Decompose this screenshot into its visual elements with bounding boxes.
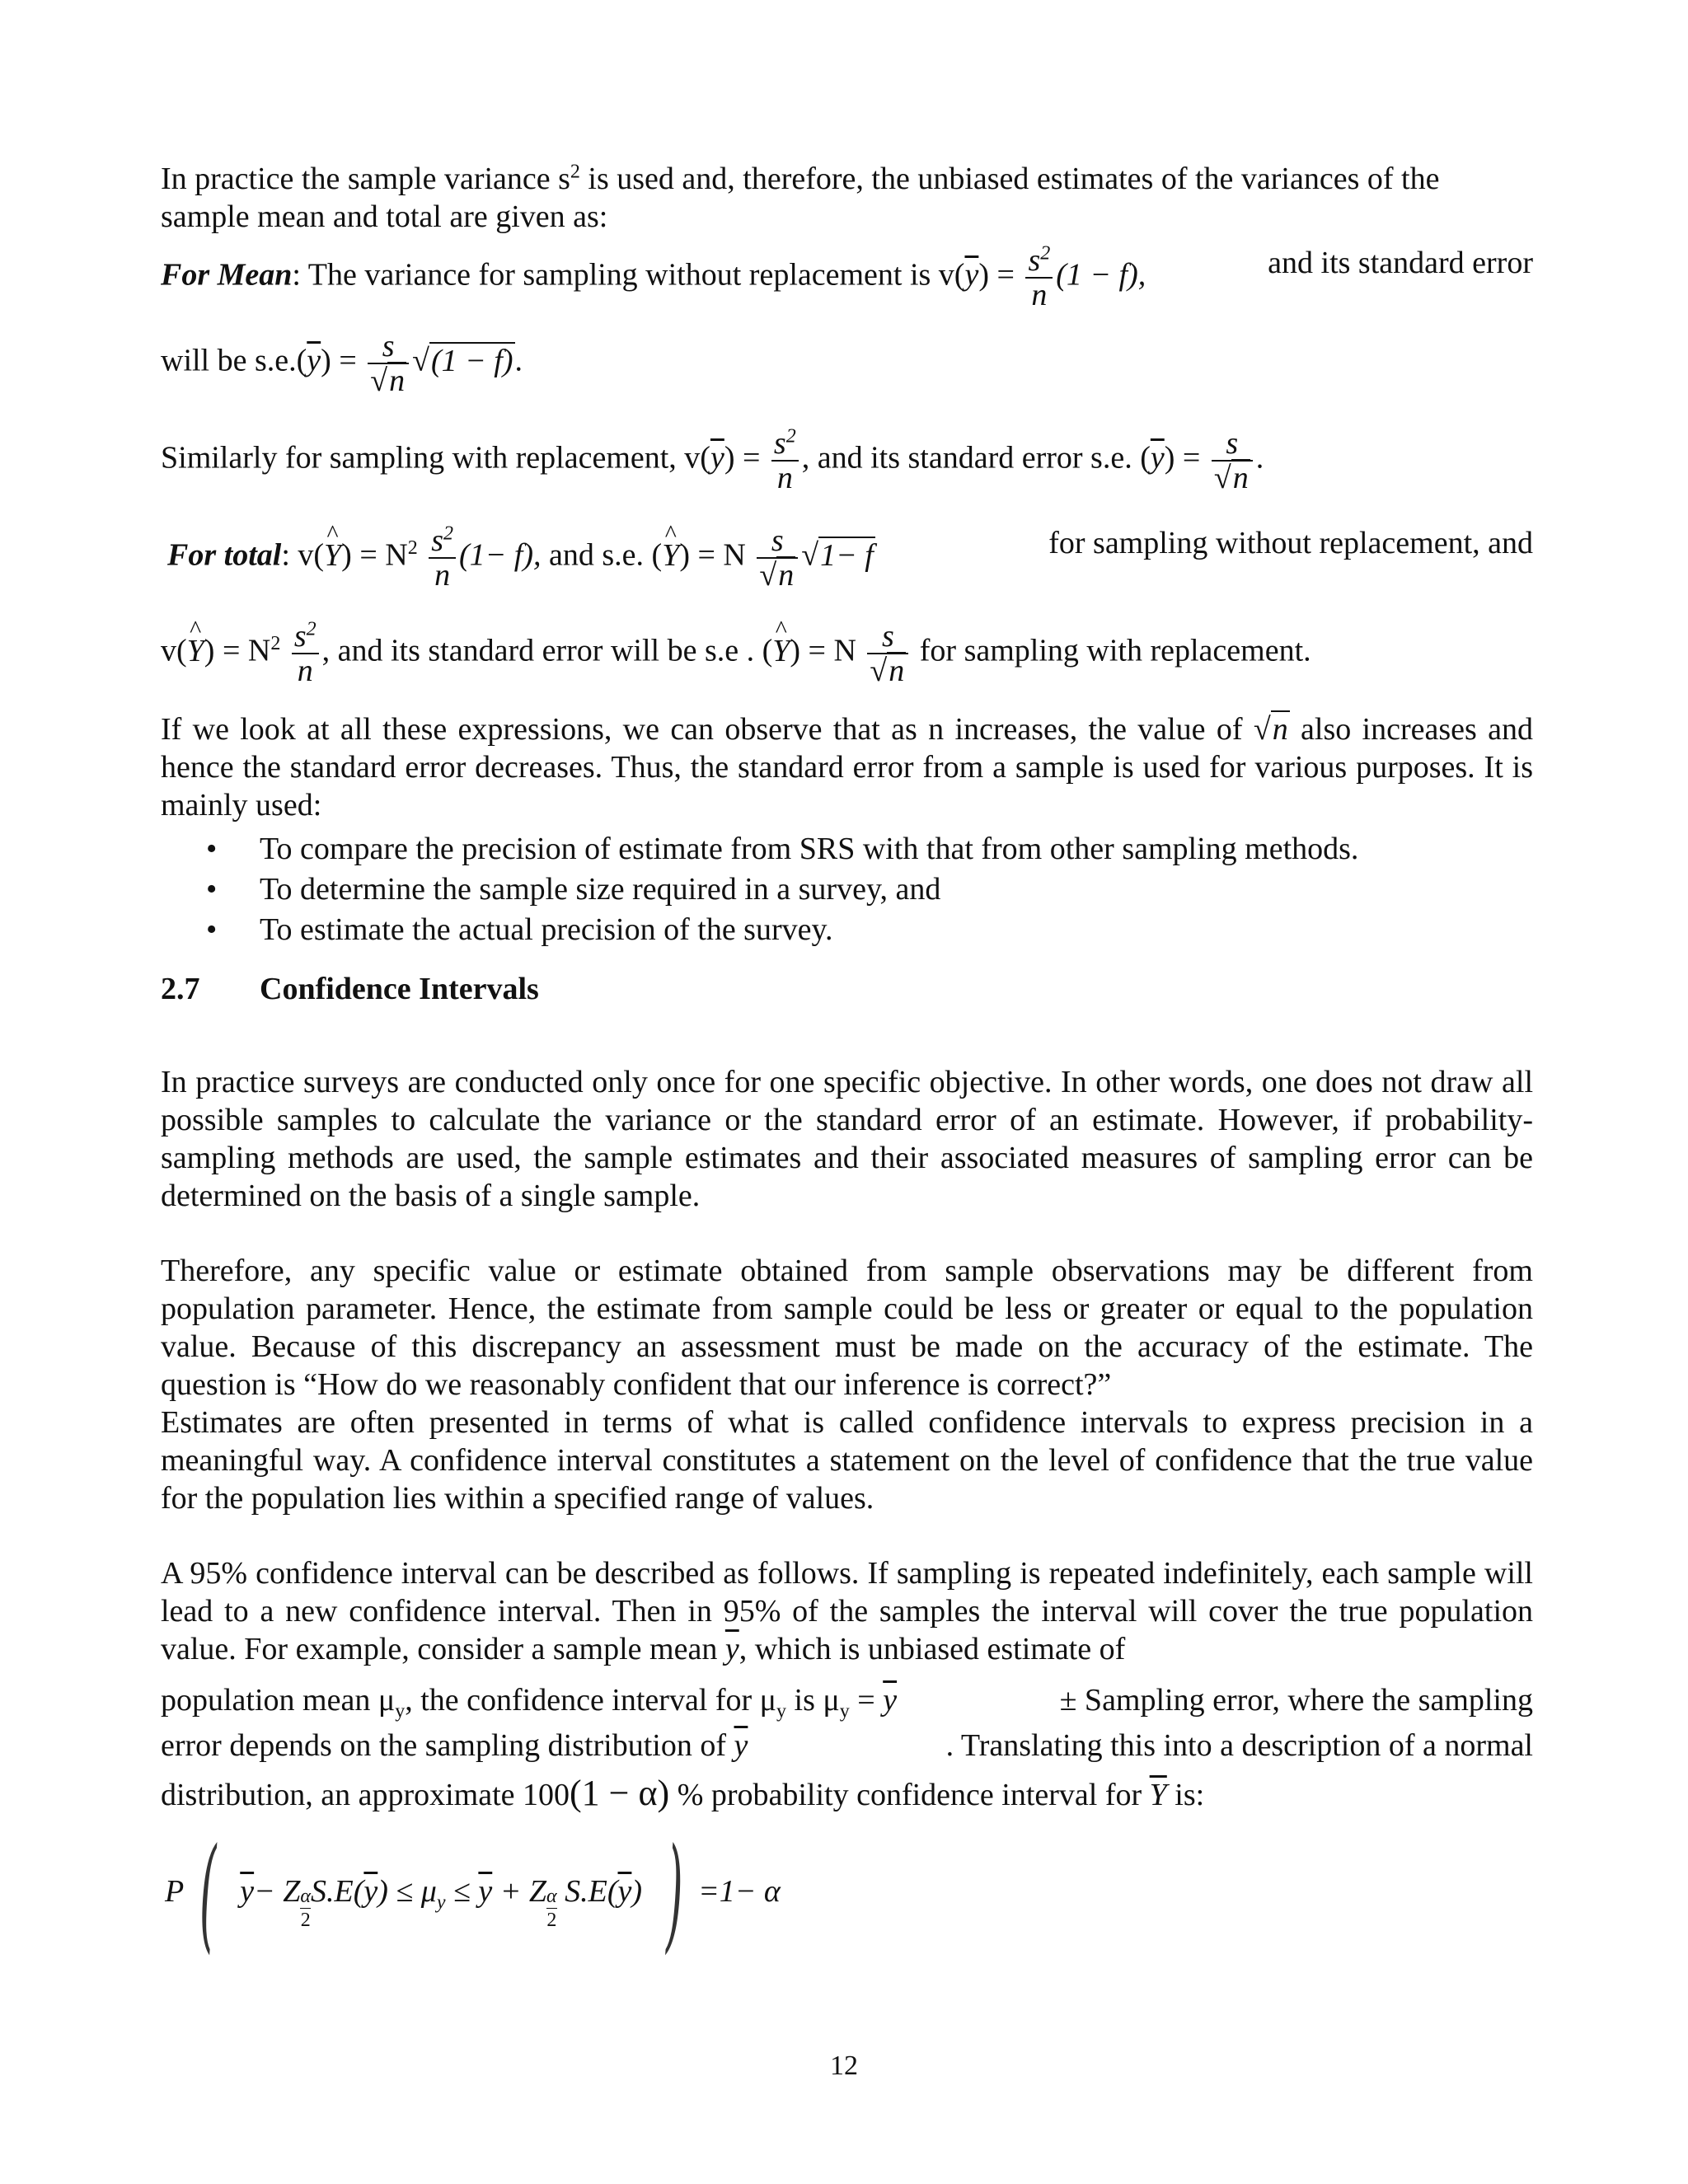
fraction-s-over-sqrt-n — [867, 620, 908, 687]
superscript: 2 — [270, 633, 281, 655]
list-item: • To compare the precision of estimate from SRS with that from other sampling methods. — [206, 829, 1358, 869]
section-heading — [161, 971, 539, 1007]
finite-factor: (1− f), — [459, 537, 542, 573]
paragraph-confidence-intro: Estimates are often presented in terms of what is called confidence intervals to express precision in a meaningful way. A confidence interval constitutes a statement on the level of confidence that the true value for the population lies within a specified range of values. — [161, 1405, 1533, 1516]
y-bar: $\overline{y}$ — [617, 1874, 632, 1909]
total-text: ) = N — [790, 633, 856, 668]
mean-line — [161, 244, 1533, 312]
sqrt-n: √n — [1213, 461, 1249, 495]
sqrt-n: √n — [370, 363, 406, 398]
fraction-s-over-sqrt-n — [1212, 427, 1253, 494]
superscript: 2 — [785, 425, 796, 448]
period: . — [1255, 440, 1264, 476]
formula-z: − Z — [254, 1874, 301, 1909]
formula-se: S.E( — [311, 1874, 364, 1909]
para-text: error depends on the sampling distribution of — [161, 1728, 726, 1763]
formula-z: + Z — [492, 1874, 547, 1909]
frac-n: n — [776, 461, 793, 495]
y-bar: $\overline{y}$ — [964, 257, 979, 293]
total-with-replacement-line — [161, 620, 1311, 687]
period: . — [514, 343, 523, 378]
total-text: v( — [161, 633, 187, 668]
para-text: is: — [1166, 1778, 1205, 1812]
wr-text: ) = — [724, 440, 761, 476]
superscript: 2 — [306, 618, 316, 640]
intro-text: In practice the sample variance s — [161, 162, 570, 196]
para-text: % probability confidence interval for — [669, 1778, 1142, 1812]
mean-text: : The variance for sampling without replacement is v( — [292, 257, 965, 293]
alpha-over-2 — [546, 1885, 557, 1932]
para-text: , the confidence interval for μ — [405, 1683, 777, 1718]
left-paren: ( — [199, 1822, 217, 1966]
total-text: and s.e. ( — [549, 537, 663, 573]
mean-se-line — [161, 330, 523, 397]
sqrt-n: √n — [759, 558, 795, 593]
section-title: Confidence Intervals — [260, 972, 539, 1006]
radicand: n — [1272, 712, 1288, 747]
ci-line-4 — [161, 1774, 1204, 1814]
total-text: for sampling with replacement. — [919, 633, 1311, 668]
le-sign: ≤ — [445, 1874, 479, 1909]
para-text: ± Sampling error, where the sampling — [1059, 1683, 1533, 1718]
sqrt-factor: √1− f — [801, 537, 874, 573]
sqrt-factor: √(1 − f) — [412, 343, 513, 378]
para-text: . Translating this into a description of a normal — [945, 1728, 1533, 1763]
paragraph-discrepancy: Therefore, any specific value or estimate obtained from sample observations may be different from population parameter. Hence, the estimate from sample could be less or greater or equal to the population value. Because of this discrepancy an assessment must be made on the accuracy of the estimate. The question is “How do we reasonably confident that our inference is correct?” — [161, 1254, 1533, 1402]
frac-s: s — [431, 523, 443, 558]
intro-line-2: sample mean and total are given as: — [161, 199, 608, 234]
formula-p: P — [165, 1874, 185, 1909]
frac-s: s — [757, 524, 798, 559]
mu: μ — [420, 1874, 437, 1909]
y-hat: ^ Y — [662, 537, 679, 574]
para-text: distribution, an approximate 100 — [161, 1778, 570, 1812]
fraction-s-over-sqrt-n — [368, 330, 409, 397]
list-item: • To estimate the actual precision of the survey. — [206, 910, 1358, 950]
total-text: ) = N — [341, 537, 408, 573]
paragraph-95-ci — [161, 1554, 1533, 1668]
radicand: n — [889, 654, 905, 688]
radicand: 1− f — [820, 537, 874, 573]
radicand: n — [389, 363, 406, 398]
formula-rhs: =1− α — [698, 1874, 781, 1909]
superscript: 2 — [570, 161, 580, 183]
frac-n: n — [297, 654, 313, 688]
total-label: For total — [167, 537, 282, 573]
radicand: n — [1232, 461, 1249, 495]
para-text: A 95% confidence interval can be described as follows. If sampling is repeated indefinitely, each sample will lead to a new confidence interval. Then in 95% of the samples the interval will cover the true population value. For example, consider a sample mean — [161, 1556, 1533, 1666]
para-text: also increases and hence the standard error decreases. Thus, the standard error from a sample is used for various purposes. It is mainly used: — [161, 712, 1533, 823]
formula-se: S.E( — [565, 1874, 618, 1909]
subscript: y — [776, 1700, 787, 1722]
formula-se: ) — [377, 1874, 388, 1909]
wr-text: , and its standard error s.e. ( — [801, 440, 1151, 476]
fraction-s2-over-n — [771, 427, 799, 494]
mean-text: ) = — [321, 343, 357, 378]
y-hat: ^ Y — [187, 632, 204, 670]
subscript: y — [436, 1891, 446, 1914]
radicand: (1 − f) — [430, 343, 513, 378]
fraction-s2-over-n — [1025, 244, 1053, 312]
total-text: for sampling without replacement, and — [1048, 526, 1533, 560]
mean-text: will be s.e.( — [161, 343, 307, 378]
formula-se: ) — [631, 1874, 643, 1909]
paragraph-surveys: In practice surveys are conducted only once for one specific objective. In other words, one does not draw all possible samples to calculate the variance or the standard error of an estimate. However, if probability-sampling methods are used, the sample estimates and their associated measures of sampling error can be determined on the basis of a single sample. — [161, 1065, 1533, 1213]
one-minus-alpha: (1 − α) — [570, 1773, 670, 1813]
mean-text: and its standard error — [1268, 246, 1533, 280]
y-hat: ^ Y — [324, 537, 341, 574]
para-text: If we look at all these expressions, we can observe that as n increases, the value of — [161, 712, 1243, 747]
intro-line-1 — [161, 160, 1439, 198]
fraction-s2-over-n — [429, 524, 456, 592]
para-text: , which is unbiased estimate of — [738, 1632, 1126, 1666]
total-text: ) = N — [679, 537, 746, 573]
total-text: ) = N — [204, 633, 271, 668]
wr-text: ) = — [1164, 440, 1201, 476]
fraction-s2-over-n — [292, 620, 319, 687]
wr-text: Similarly for sampling with replacement, v( — [161, 440, 710, 476]
y-bar: $\overline{y}$ — [363, 1874, 378, 1909]
total-text: : v( — [281, 537, 325, 573]
y-bar: $\overline{y}$ — [307, 343, 321, 378]
y-bar: $\overline{y}$ — [883, 1683, 898, 1718]
superscript: 2 — [407, 537, 418, 560]
subscript: y — [839, 1700, 850, 1722]
mean-label: For Mean — [161, 257, 293, 293]
frac-s: s — [293, 619, 307, 654]
frac-n: n — [1031, 278, 1048, 312]
y-bar: $\overline{y}$ — [734, 1728, 748, 1763]
sqrt-n: √n — [870, 654, 905, 688]
radicand: n — [778, 558, 795, 593]
frac-s: s — [368, 330, 409, 364]
section-number: 2.7 — [161, 972, 200, 1006]
uses-list — [206, 829, 1358, 950]
para-text: is μ — [786, 1683, 840, 1718]
total-line — [167, 524, 1533, 592]
page-number: 12 — [830, 2050, 858, 2081]
para-text: population mean μ — [161, 1683, 396, 1718]
frac-n: n — [434, 558, 451, 593]
ci-formula — [165, 1822, 781, 1966]
y-bar: $\overline{y}$ — [240, 1874, 255, 1909]
alpha: α — [300, 1886, 312, 1907]
subscript: y — [395, 1700, 406, 1722]
two: 2 — [300, 1910, 311, 1931]
ci-line-2 — [161, 1681, 1533, 1722]
ci-line-3 — [161, 1727, 1533, 1765]
total-text: , and its standard error will be s.e . ( — [321, 633, 773, 668]
superscript: 2 — [443, 523, 453, 545]
frac-s: s — [1028, 243, 1041, 278]
sqrt-n: √n — [1253, 712, 1288, 747]
frac-s: s — [1212, 427, 1253, 462]
finite-factor: (1 − f), — [1056, 257, 1146, 293]
intro-text: is used and, therefore, the unbiased estimates of the variances of the — [579, 162, 1440, 196]
y-bar: $\overline{y}$ — [478, 1874, 493, 1909]
y-bar: $\overline{y}$ — [1150, 440, 1165, 476]
frac-s: s — [773, 426, 786, 461]
alpha-over-2 — [300, 1885, 311, 1932]
y-bar: $\overline{y}$ — [724, 1632, 739, 1666]
y-bar: $\overline{y}$ — [710, 440, 724, 476]
superscript: 2 — [1040, 242, 1051, 265]
two: 2 — [546, 1910, 557, 1931]
right-paren: ) — [665, 1822, 683, 1966]
fraction-s-over-sqrt-n — [757, 524, 798, 592]
le-sign: ≤ — [387, 1874, 421, 1909]
list-item: • To determine the sample size required in a survey, and — [206, 869, 1358, 910]
mean-text: ) = — [978, 257, 1015, 293]
y-hat: ^ Y — [772, 632, 790, 670]
frac-s: s — [867, 620, 908, 654]
y-bar-capital: $\overline{Y}$ — [1149, 1778, 1167, 1812]
alpha: α — [546, 1886, 557, 1907]
paragraph-standard-error — [161, 710, 1533, 824]
para-text: = — [849, 1683, 884, 1718]
with-replacement-line — [161, 427, 1264, 494]
